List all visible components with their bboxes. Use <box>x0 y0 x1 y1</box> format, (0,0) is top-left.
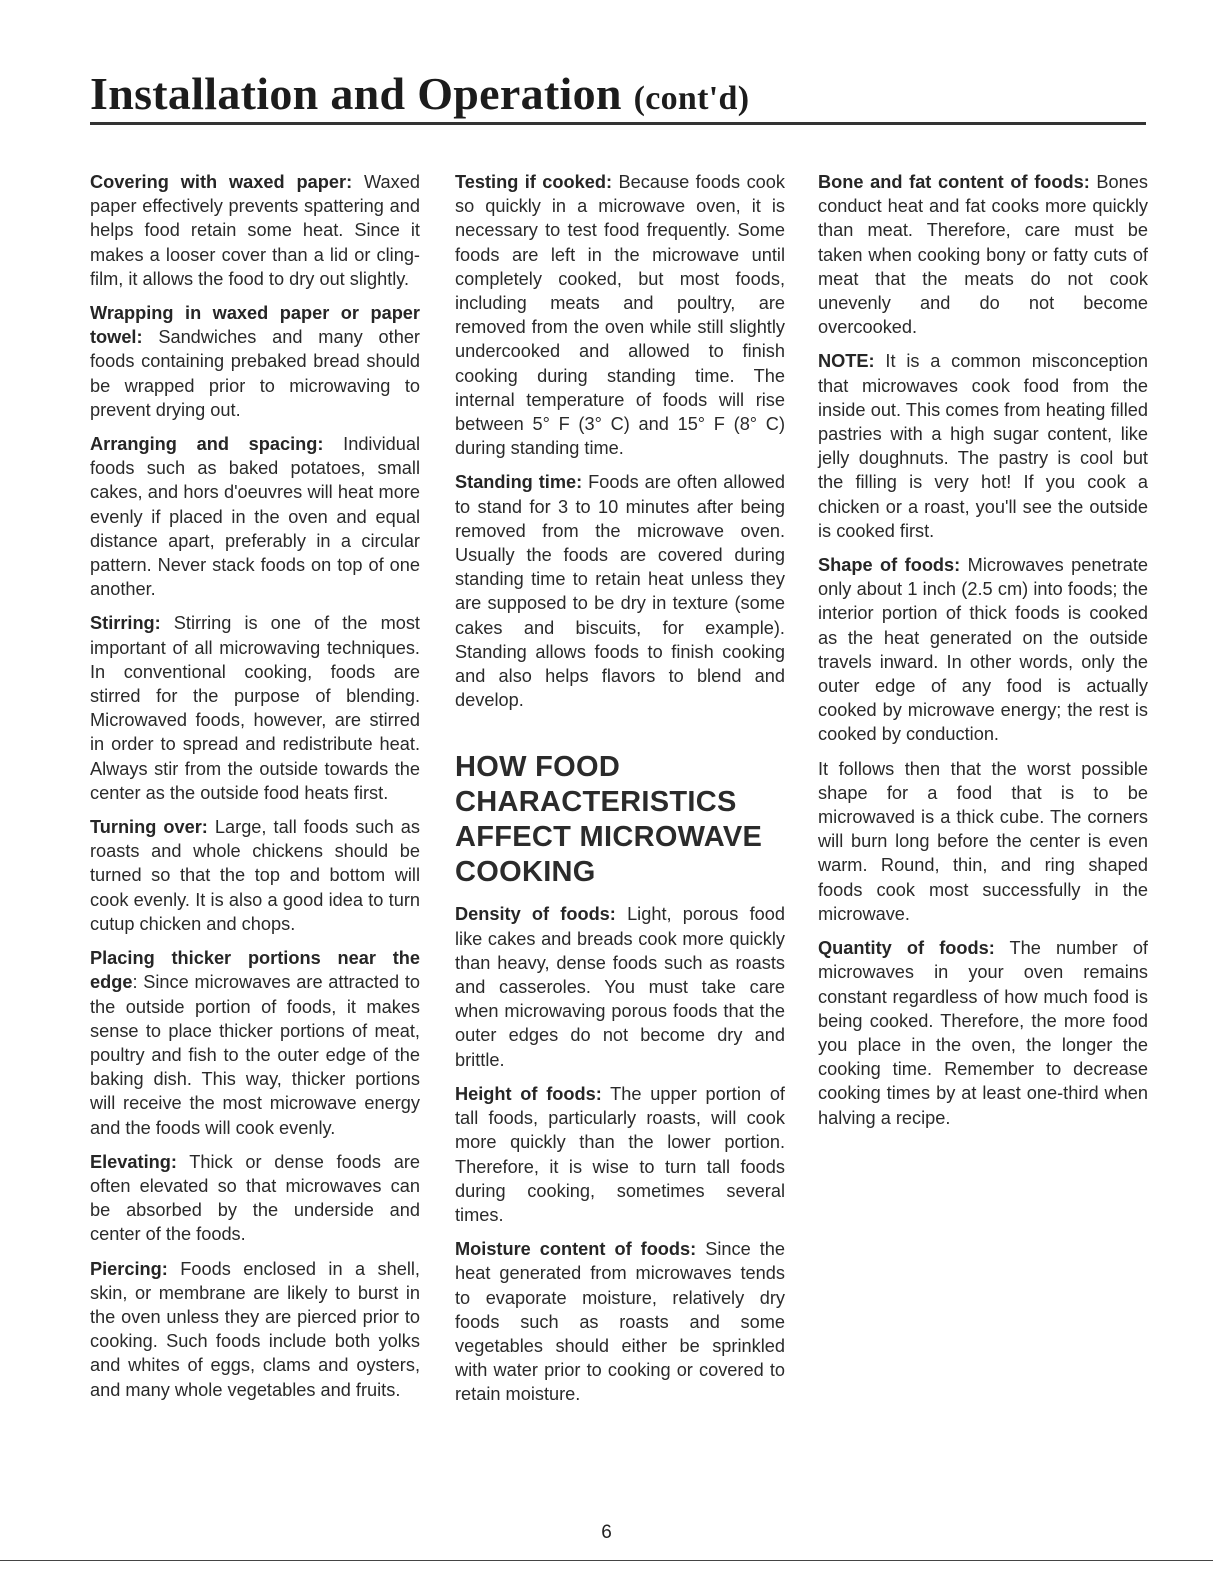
paragraph-text: Sandwiches and many other foods containing prebaked bread should be wrapped prior to microwaving to prevent drying out. <box>90 327 420 420</box>
paragraph-lead: Standing time: <box>455 472 583 493</box>
paragraph-piercing <box>90 1257 420 1402</box>
paragraph-text: Because foods cook so quickly in a microwave oven, it is necessary to test food frequently. Some foods are left in the microwave until completely cooked, but most foods, including meats and poultry, are removed from the oven while still slightly undercooked and allowed to finish cooking during standing time. The internal temperature of foods will rise between 5° F (3° C) and 15° F (8° C) during standing time. <box>455 172 785 459</box>
paragraph-lead: Stirring: <box>90 613 161 634</box>
paragraph-text: It is a common misconception that microwaves cook food from the inside out. This comes from heating filled pastries with a high sugar content, like jelly doughnuts. The pastry is cool but the filling is very hot! If you cook a chicken or a roast, you'll see the outside is cooked first. <box>818 351 1148 541</box>
paragraph-text: Bones conduct heat and fat cooks more quickly than meat. Therefore, care must be taken when cooking bony or fatty cuts of meat that the meats do not cook unevenly and do not become overcooked. <box>818 172 1149 338</box>
paragraph-text: Thick or dense foods are often elevated so that microwaves can be absorbed by the underside and center of the foods. <box>90 1151 420 1245</box>
paragraph-lead: Moisture content of foods: <box>455 1239 697 1260</box>
page-header <box>90 52 1146 125</box>
paragraph-text: It follows then that the worst possible shape for a food that is to be microwaved is a thick cube. The corners will burn long before the center is even warm. Round, thin, and ring shaped foods cook most successfully in the microwave. <box>818 758 1148 924</box>
paragraph-text: Since the heat generated from microwaves tends to evaporate moisture, relatively dry foods such as roasts and some vegetables should either be sprinkled with water prior to cooking or covered to retain moisture. <box>455 1239 785 1405</box>
text-column-3 <box>818 170 1148 1140</box>
paragraph-height <box>455 1082 785 1227</box>
paragraph-text: : Since microwaves are attracted to the outside portion of foods, it makes sense to place thicker portions of meat, poultry and fish to the outer edge of the baking dish. This way, thicker portions will receive the most microwave energy and the foods will cook evenly. <box>90 972 420 1138</box>
paragraph-lead: Elevating: <box>90 1151 177 1172</box>
paragraph-thicker-portions <box>90 946 420 1140</box>
paragraph-stirring <box>90 611 420 805</box>
paragraph-lead: Quantity of foods: <box>818 938 995 959</box>
paragraph-text: The upper portion of tall foods, particularly roasts, will cook more quickly than the lower portion. Therefore, it is wise to turn tall foods during cooking, sometimes several times. <box>455 1083 785 1225</box>
paragraph-lead: Density of foods: <box>455 904 616 925</box>
paragraph-quantity <box>818 936 1148 1130</box>
paragraph-text: Stirring is one of the most important of all microwaving techniques. In conventional cooking, foods are stirred for the purpose of blending. Microwaved foods, however, are stirred in order to spread and redistribute heat. Always stir from the outside towards the center as the outside food heats first. <box>90 613 420 803</box>
paragraph-lead: Placing thicker portions near the edge <box>90 948 420 993</box>
text-column-1 <box>90 170 420 1412</box>
page-title-subtitle: (cont'd) <box>633 80 750 117</box>
paragraph-standing-time <box>455 470 785 712</box>
page-title <box>90 67 749 120</box>
paragraph-worst-shape <box>818 757 1148 926</box>
paragraph-lead: Turning over: <box>90 817 208 838</box>
paragraph-covering-waxed-paper <box>90 170 420 291</box>
page-title-main: Installation and Operation <box>90 68 622 119</box>
paragraph-elevating <box>90 1150 420 1247</box>
paragraph-text: Foods are often allowed to stand for 3 to 10 minutes after being removed from the microwave oven. Usually the foods are covered during standing time to retain heat unless they are supposed to be dry in texture (some cakes and biscuits, for example). Standing allows foods to finish cooking and also helps flavors to blend and develop. <box>455 472 785 711</box>
paragraph-text: The number of microwaves in your oven remains constant regardless of how much food is being cooked. Therefore, the more food you place in the oven, the longer the cooking time. Remember to decrease cooking times by at least one-third when halving a recipe. <box>818 938 1148 1128</box>
paragraph-lead: Shape of foods: <box>818 555 961 576</box>
paragraph-shape <box>818 553 1148 747</box>
paragraph-lead: Piercing: <box>90 1258 168 1279</box>
paragraph-lead: NOTE: <box>818 351 875 372</box>
paragraph-wrapping <box>90 301 420 422</box>
paragraph-lead: Covering with waxed paper: <box>90 172 353 192</box>
paragraph-moisture <box>455 1237 785 1406</box>
paragraph-lead: Arranging and spacing: <box>90 434 324 455</box>
paragraph-text: Waxed paper effectively prevents spattering and helps food retain some heat. Since it makes a looser cover than a lid or cling-film, it allows the food to dry out slightly. <box>90 172 420 289</box>
paragraph-text: Foods enclosed in a shell, skin, or membrane are likely to burst in the oven unless they are pierced prior to cooking. Such foods include both yolks and whites of eggs, clams and oysters, and many whole vegetables and fruits. <box>90 1258 420 1400</box>
paragraph-turning-over <box>90 815 420 936</box>
paragraph-note <box>818 349 1148 543</box>
paragraph-testing-cooked <box>455 170 785 460</box>
paragraph-lead: Bone and fat content of foods: <box>818 172 1090 192</box>
paragraph-density <box>455 902 785 1071</box>
paragraph-arranging <box>90 432 420 601</box>
paragraph-text: Individual foods such as baked potatoes, small cakes, and hors d'oeuvres will heat more evenly if placed in the oven and equal distance apart, preferably in a circular pattern. Never stack foods on top of one another. <box>90 434 420 600</box>
text-column-2 <box>455 170 785 1417</box>
paragraph-lead: Wrapping in waxed paper or paper towel: <box>90 303 420 348</box>
page-number: 6 <box>601 1522 612 1543</box>
paragraph-bone-fat <box>818 170 1148 339</box>
footer-rule <box>0 1560 1213 1561</box>
paragraph-text: Large, tall foods such as roasts and whole chickens should be turned so that the top and bottom will cook evenly. It is also a good idea to turn cutup chicken and chops. <box>90 817 421 934</box>
paragraph-text: Microwaves penetrate only about 1 inch (2.5 cm) into foods; the interior portion of thick foods is cooked as the heat generated on the outside travels inward. In other words, only the outer edge of any food is actually cooked by microwave energy; the rest is cooked by conduction. <box>818 555 1148 745</box>
section-heading: HOW FOOD CHARACTERISTICS AFFECT MICROWAVE COOKING <box>455 751 763 889</box>
paragraph-lead: Testing if cooked: <box>455 172 613 192</box>
paragraph-lead: Height of foods: <box>455 1083 602 1104</box>
paragraph-text: Light, porous food like cakes and breads cook more quickly than heavy, dense foods such as roasts and casseroles. You must take care when microwaving porous foods that the outer edges do not become dry and brittle. <box>455 904 785 1070</box>
